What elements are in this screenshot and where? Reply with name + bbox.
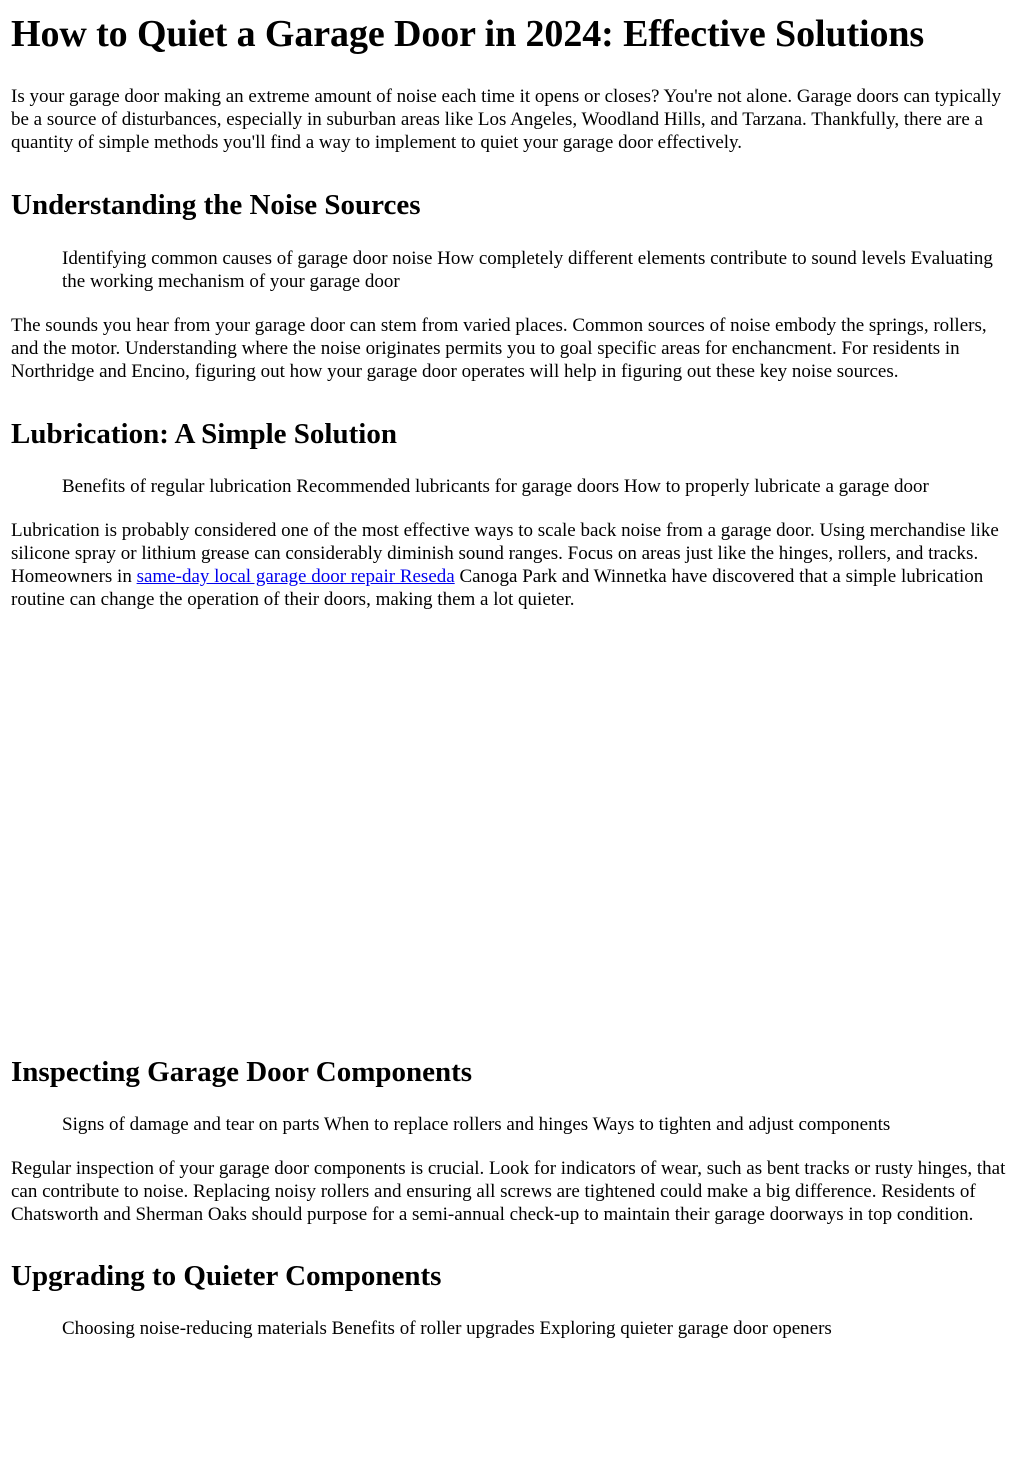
page-title: How to Quiet a Garage Door in 2024: Effective Solutions — [11, 13, 925, 55]
lubrication-text-after-link: Canoga Park and Winnetka have discovered that a simple lubrication routine can change the operation of their doors, making them a lot quieter. — [11, 566, 984, 610]
section-summary-noise-sources: Identifying common causes of garage door noise How completely different elements contribute to sound levels Evaluating the working mechanism of your garage door — [62, 248, 993, 292]
article — [0, 12, 1024, 1340]
section-heading-inspecting: Inspecting Garage Door Components — [11, 1056, 473, 1088]
reseda-repair-link[interactable]: same-day local garage door repair Reseda — [136, 566, 455, 587]
section-summary-lubrication: Benefits of regular lubrication Recommended lubricants for garage doors How to properly lubricate a garage door — [62, 476, 929, 497]
section-heading-noise-sources: Understanding the Noise Sources — [11, 189, 421, 221]
section-body-inspecting: Regular inspection of your garage door components is crucial. Look for indicators of wear, such as bent tracks or rusty hinges, that can contribute to noise. Replacing noisy rollers and ensuring all screws are tightened could make a big difference. Residents of Chatsworth and Sherman Oaks should purpose for a semi-annual check-up to maintain their garage doorways in top condition. — [11, 1158, 1006, 1225]
section-heading-upgrading: Upgrading to Quieter Components — [11, 1260, 442, 1292]
section-heading-lubrication: Lubrication: A Simple Solution — [11, 418, 397, 450]
section-summary-inspecting: Signs of damage and tear on parts When to replace rollers and hinges Ways to tighten and adjust components — [62, 1114, 891, 1135]
section-body-lubrication — [11, 519, 1013, 611]
section-body-noise-sources: The sounds you hear from your garage door can stem from varied places. Common sources of noise embody the springs, rollers, and the motor. Understanding where the noise originates permits you to goal specific areas for enchancment. For residents in Northridge and Encino, figuring out how your garage door operates will help in figuring out these key noise sources. — [11, 315, 987, 382]
lubrication-text-before-link: Lubrication is probably considered one of the most effective ways to scale back noise from a garage door. Using merchandise like silicone spray or lithium grease can considerably diminish sound ranges. Focus on areas just like the hinges, rollers, and tracks. Homeowners in — [11, 520, 999, 587]
section-summary-upgrading: Choosing noise-reducing materials Benefits of roller upgrades Exploring quieter garage door openers — [62, 1318, 832, 1339]
intro-paragraph: Is your garage door making an extreme amount of noise each time it opens or closes? You're not alone. Garage doors can typically be a source of disturbances, especially in suburban areas like Los Angeles, Woodland Hills, and Tarzana. Thankfully, there are a quantity of simple methods you'll find a way to implement to quiet your garage door effectively. — [11, 86, 1002, 153]
blank-space — [11, 611, 1013, 1055]
